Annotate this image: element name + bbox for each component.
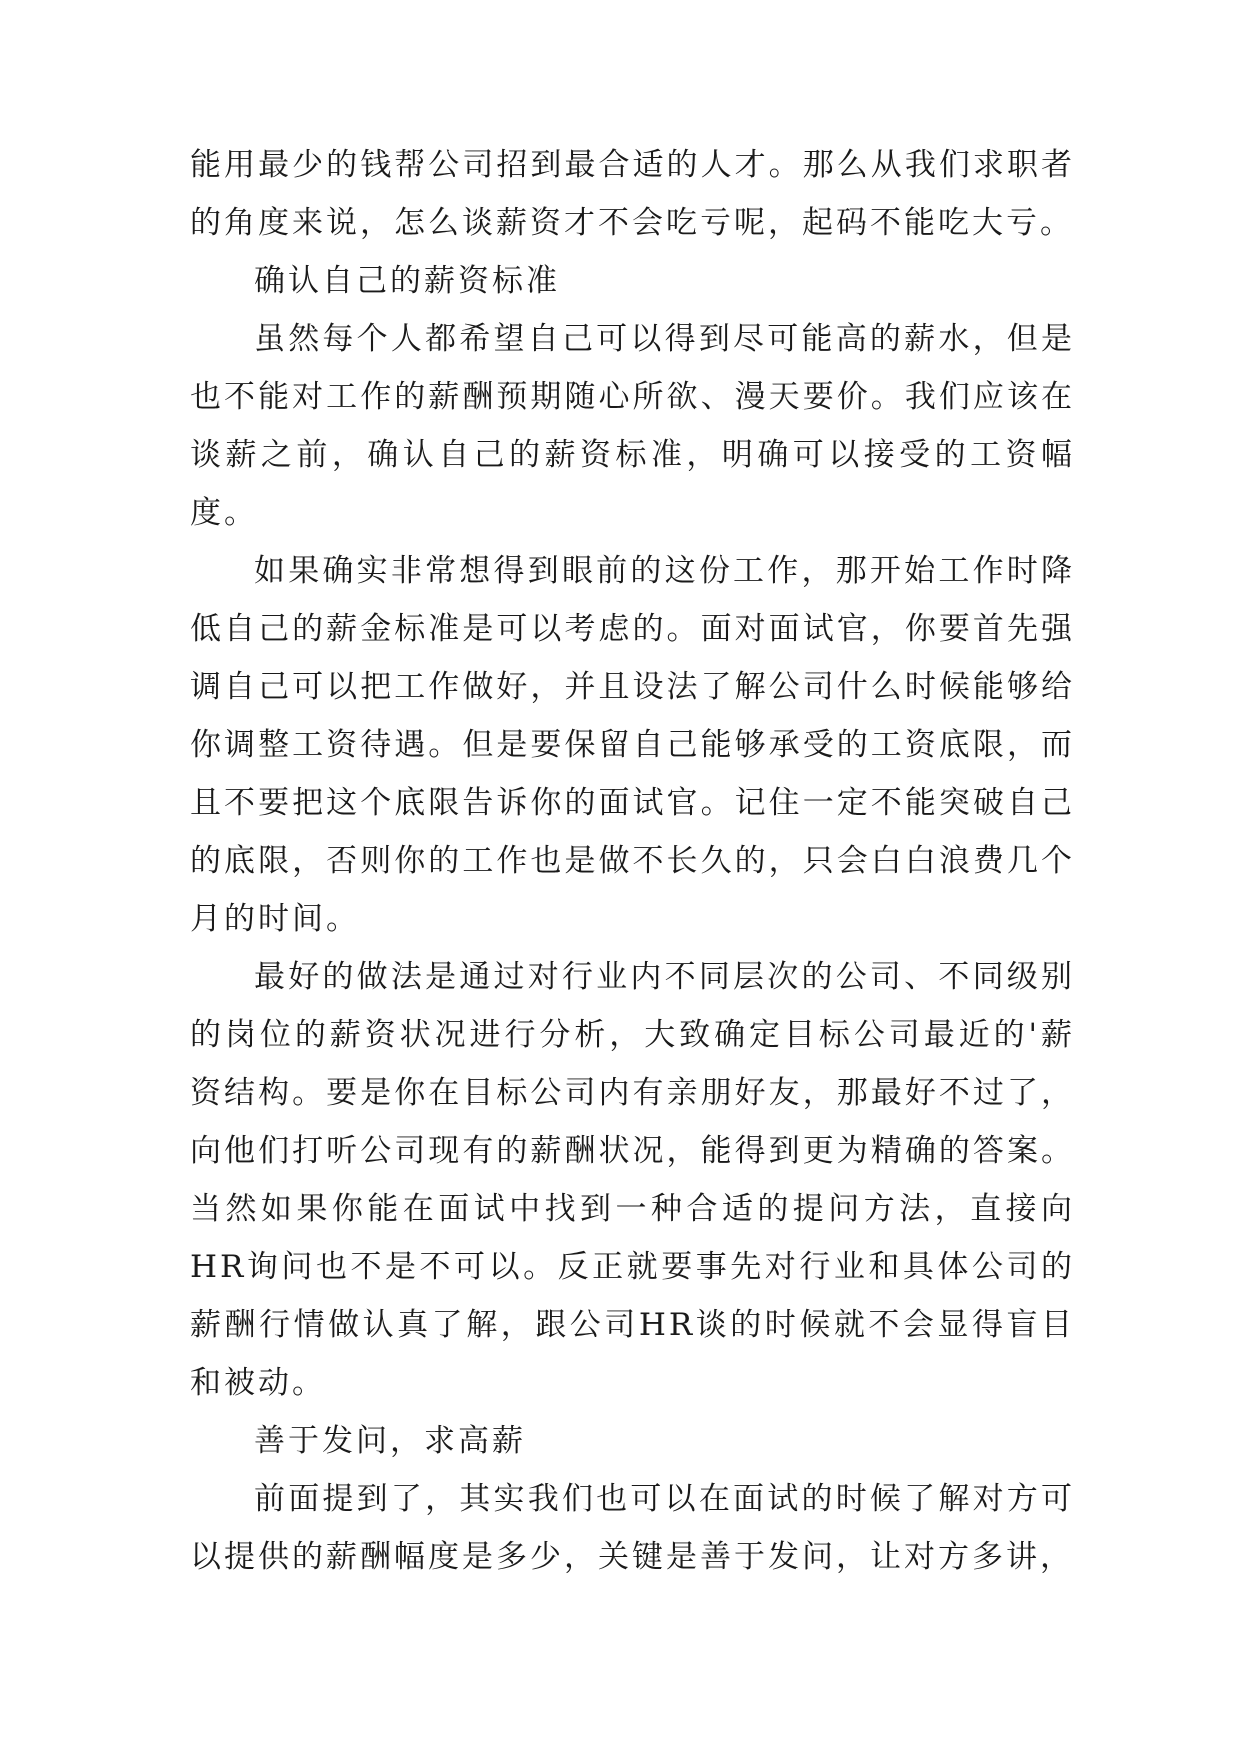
paragraph-salary-expectation: 虽然每个人都希望自己可以得到尽可能高的薪水，但是也不能对工作的薪酬预期随心所欲、漫天要价。我们应该在谈薪之前，确认自己的薪资标准，明确可以接受的工资幅度。: [190, 321, 1075, 531]
paragraph-best-practice: 最好的做法是通过对行业内不同层次的公司、不同级别的岗位的薪资状况进行分析，大致确定目标公司最近的'薪资结构。要是你在目标公司内有亲朋好友，那最好不过了，向他们打听公司现有的薪酬状况，能得到更为精确的答案。当然如果你能在面试中找到一种合适的提问方法，直接向HR询问也不是不可以。反正就要事先对行业和具体公司的薪酬行情做认真了解，跟公司HR谈的时候就不会显得盲目和被动。: [190, 959, 1075, 1401]
paragraph-continuation: 能用最少的钱帮公司招到最合适的人才。那么从我们求职者的角度来说，怎么谈薪资才不会吃亏呢，起码不能吃大亏。: [190, 147, 1075, 241]
section-heading-ask-questions: 善于发问，求高薪: [254, 1423, 526, 1459]
section-heading-salary-standard: 确认自己的薪资标准: [254, 263, 560, 299]
paragraph-lower-salary: 如果确实非常想得到眼前的这份工作，那开始工作时降低自己的薪金标准是可以考虑的。面对面试官，你要首先强调自己可以把工作做好，并且设法了解公司什么时候能够给你调整工资待遇。但是要保留自己能够承受的工资底限，而且不要把这个底限告诉你的面试官。记住一定不能突破自己的底限，否则你的工作也是做不长久的，只会白白浪费几个月的时间。: [190, 553, 1075, 937]
paragraph-ask-questions: 前面提到了，其实我们也可以在面试的时候了解对方可以提供的薪酬幅度是多少，关键是善于发问，让对方多讲，: [190, 1481, 1075, 1575]
document-page: [190, 136, 1075, 1586]
